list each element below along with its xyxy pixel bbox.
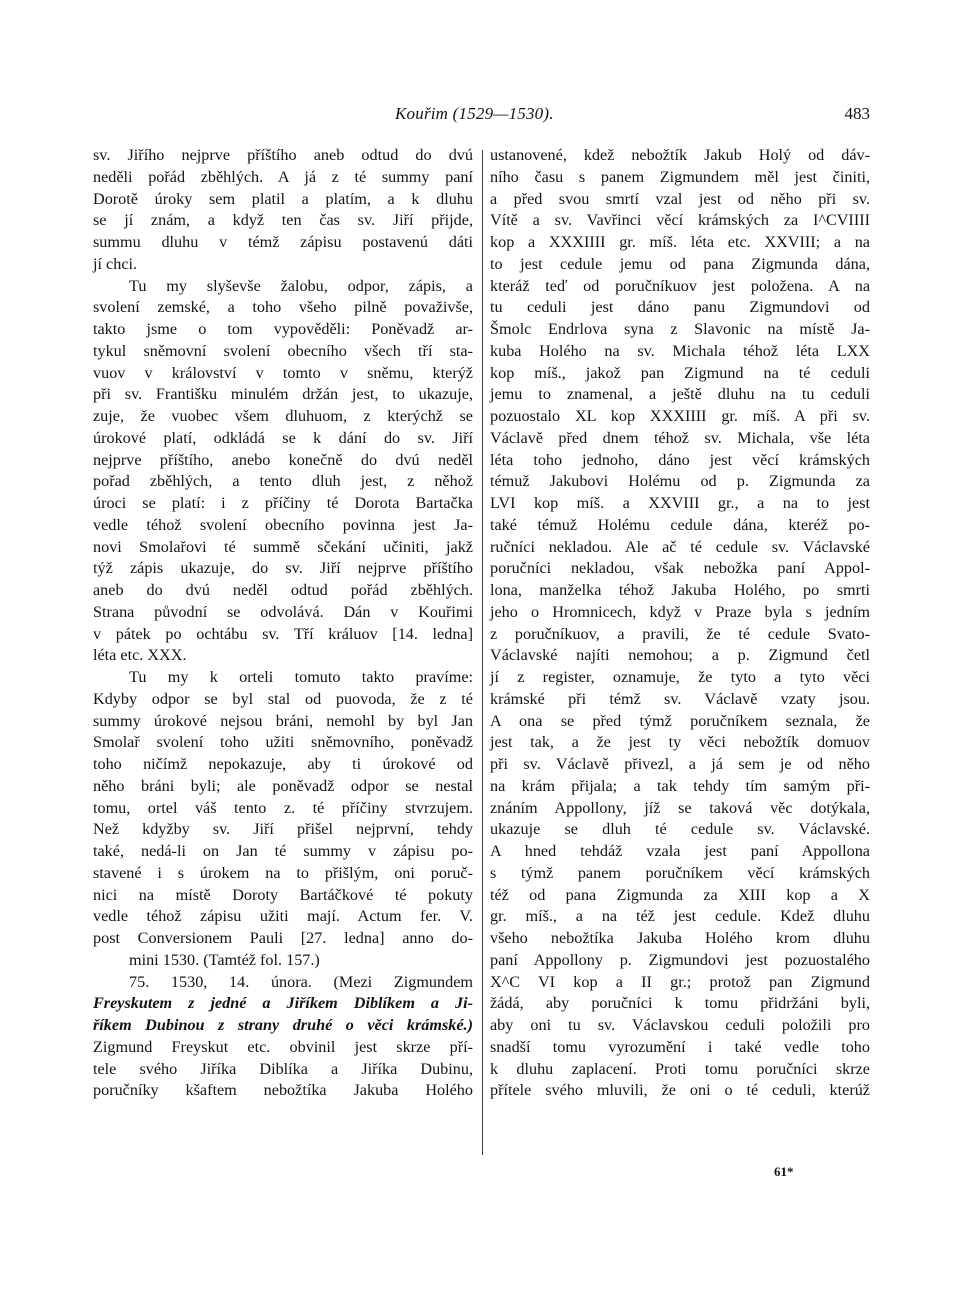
text-line: A hned tehdáž vzala jest paní Appollona [490,842,870,860]
text-line: kteráž teď od poručníkuov jest položena. A na [490,276,870,295]
text-line: pozuostalo XL kop XXXIIII gr. míš. A při sv. [490,407,870,425]
text-line: post Conversionem Pauli [27. ledna] anno do- [93,929,473,947]
text-line: a před svou smrtí vzal jest od něho při sv. [490,189,870,208]
text-line: toho ničímž nepokazuje, aby ti úrokové od [93,755,473,773]
text-line: zuje, že vuobec všem dluhuom, z kterýchž se [93,407,473,425]
text-line: aby oni tu sv. Václavskou ceduli položili pro [490,1016,870,1034]
text-line: Tu my k orteli tomuto takto pravíme: [129,668,473,686]
text-line: něho bráni byli; ale poněvadž odpor se nestal [93,776,473,795]
text-line: léta toho jednoho, dáno jest věcí krámských [490,450,870,469]
right-column [490,145,870,1102]
text-line: Freyskutem z jedné a Jiříkem Diblíkem a Ji- [93,994,473,1013]
text-line: nejprve příštího, anebo konečně do dvú neděl [93,450,473,469]
text-line: svolení zemské, a toho všeho pilně považivše, [93,298,473,317]
text-line: stavené i s úrokem na to přišlým, oni poruč- [93,863,473,882]
text-line: jí z register, oznamuje, že tyto a tyto věci [490,668,870,686]
text-line: Václavské najíti nemohou; a p. Zigmund četl [490,646,870,665]
column-divider [482,150,483,1155]
text-line: též od pana Zigmunda za XIII kop a X [490,885,870,904]
text-line: Tu my slyševše žalobu, odpor, zápis, a [129,276,473,295]
text-line: všeho nebožtíka Jakuba Holého krom dluhu [490,929,870,947]
text-line: Kdyby odpor se byl stal od puovoda, že z té [93,689,473,708]
text-line: s týmž panem poručníkem věcí krámských [490,863,870,882]
text-line: tu ceduli jest dáno panu Zigmundovi od [490,298,870,317]
text-line: kuba Holého na sv. Michala téhož léta LXX [490,341,870,360]
text-line: Zigmund Freyskut etc. obvinil jest skrze pří- [93,1037,473,1056]
text-line: X^C VI kop a II gr.; protož pan Zigmund [490,972,870,991]
text-line: znáním Appollony, jíž se taková věc dotýkala, [490,798,870,817]
text-line: summy úrokové nejsou bráni, nemohl by byl Jan [93,711,473,730]
text-line: tele svého Jiříka Diblíka a Jiříka Dubinu, [93,1059,473,1078]
text-line: snadší tomu vyrozumění i také vedle toho [490,1037,870,1056]
text-line: Vítě a sv. Vavřinci věcí krámských za I^CVIIII [490,211,870,230]
text-line: summu dluhu v témž zápisu postavenú dáti [93,233,473,251]
text-line: ručníci nekladou. Ale ač té cedule sv. Václavské [490,537,870,556]
text-line: v pátek po ochtábu sv. Tří králuov [14. ledna] [93,624,473,643]
text-line: ukazuje se dluh té cedule sv. Václavské. [490,820,870,839]
text-line: ustanovené, kdež nebožtík Jakub Holý od dáv- [490,146,870,164]
text-line: úrokové platí, odkládá se k dání do sv. Jiří [93,428,473,447]
text-line: nici na místě Doroty Bartáčkové té pokuty [93,885,473,904]
text-line: takto jsme o tom vypověděli: Poněvadž ar- [93,320,473,338]
text-line: říkem Dubinou z strany druhé o věci krámské.) [93,1016,473,1034]
text-line: vedle téhož zápisu užiti mají. Actum fer. V. [93,907,473,926]
printer-signature: 61* [774,1164,794,1179]
text-line: také témuž Holému cedule dána, kteréž po- [490,515,870,534]
text-line: A ona se před týmž poručníkem seznala, že [490,711,870,730]
text-line: to jest cedule jemu od pana Zigmunda dána, [490,254,870,273]
text-line: kop a XXXIIII gr. míš. léta etc. XXVIII; a na [490,233,870,251]
text-line: LVI kop míš. a XXVIII gr., a na to jest [490,494,870,512]
text-line: 75. 1530, 14. února. (Mezi Zigmundem [129,972,473,991]
text-line: sv. Jiřího nejprve příštího aneb odtud do dvú [93,146,473,164]
text-line: při sv. Václavě přivezl, a já sem je od něho [490,755,870,773]
text-line: poručníci nekladou, však nebožka paní Appol- [490,559,870,578]
text-line: paní Appollony p. Zigmundovi jest pozuostalého [490,950,870,969]
page-number: 483 [844,104,870,123]
text-line: Než kdyžby sv. Jiří přišel nejprvní, tehdy [93,820,473,839]
text-line: se jí znám, a když ten čas sv. Jiří přijde, [93,211,473,230]
text-line: z poručníkuov, a pravili, že té cedule Svato- [490,624,870,643]
text-line: jest tak, a že jest ty věci nebožtík domuov [490,733,870,752]
text-line: pořad zběhlých, a tento dluh jest, z něhož [93,472,473,491]
text-line: gr. míš., a na též jest cedule. Kdež dluhu [490,907,870,926]
text-line: krámské při témž sv. Václavě vzaty jsou. [490,689,870,708]
page-header [90,104,870,128]
text-line: také, nedá-li on Jan té summy v zápisu po- [93,842,473,860]
text-line: neděli pořád zběhlých. A já z té summy paní [93,167,473,186]
text-line: přítele svého mluvili, že oni o té ceduli, kterúž [490,1081,870,1100]
left-column [93,145,473,1102]
text-line: kop míš., jakož pan Zigmund na té ceduli [490,363,870,382]
text-line: mini 1530. (Tamtéž fol. 157.) [129,950,320,969]
text-line: k dluhu zaplacení. Proti tomu poručníci skrze [490,1059,870,1078]
text-line: témuž Jakubovi Holému od p. Zigmunda za [490,472,870,491]
text-line: úroci se platí: i z příčiny té Dorota Bartačka [93,494,473,512]
text-line: léta etc. XXX. [93,646,187,665]
text-line: při sv. Františku minulém držán jest, to ukazuje, [93,385,473,404]
text-line: tomu, ortel váš tento z. té příčiny stvrzujem. [93,798,473,817]
text-line: žádá, aby poručníci k tomu přidržáni byli, [490,994,870,1013]
text-line: na krám přijala; a tak tehdy tím samým při- [490,776,870,795]
text-line: Strana původní se odvolává. Dán v Kouřimi [93,602,473,621]
text-line: jemu to znamenal, a ještě dluhu na tu ceduli [490,385,870,404]
text-line: Dorotě úroky sem platil a platím, a k dluhu [93,189,473,208]
text-line: ního času s panem Zigmundem měl jest činiti, [490,167,870,186]
text-line: jí chci. [93,254,138,273]
text-line: týž zápis ukazuje, do sv. Jiří nejprve příštího [93,559,473,578]
text-line: Smolař svolení toho užiti sněmovního, poněvadž [93,733,473,752]
text-line: aneb do dvú neděl odtud pořád zběhlých. [93,581,473,599]
text-line: novi Smolařovi té summě sčekání učiniti, jakž [93,537,473,556]
text-line: lona, manželka téhož Jakuba Holého, po smrti [490,581,870,599]
text-line: jeho o Hromnicech, když v Praze byla s jedním [490,602,870,621]
text-line: poručníky kšaftem nebožtíka Jakuba Holého [93,1081,473,1100]
text-line: vedle téhož svolení obecního povinna jest Ja- [93,515,473,534]
text-line: tykul sněmovní svolení obecního všech tří sta- [93,341,473,360]
text-line: vuov v království v tomto v sněmu, kterýž [93,363,473,382]
running-title: Kouřim (1529—1530). [395,104,554,123]
text-line: Václavě před dnem téhož sv. Michala, vše léta [490,428,870,447]
text-line: Šmolc Endrlova syna z Slavonic na místě Ja- [490,320,870,338]
